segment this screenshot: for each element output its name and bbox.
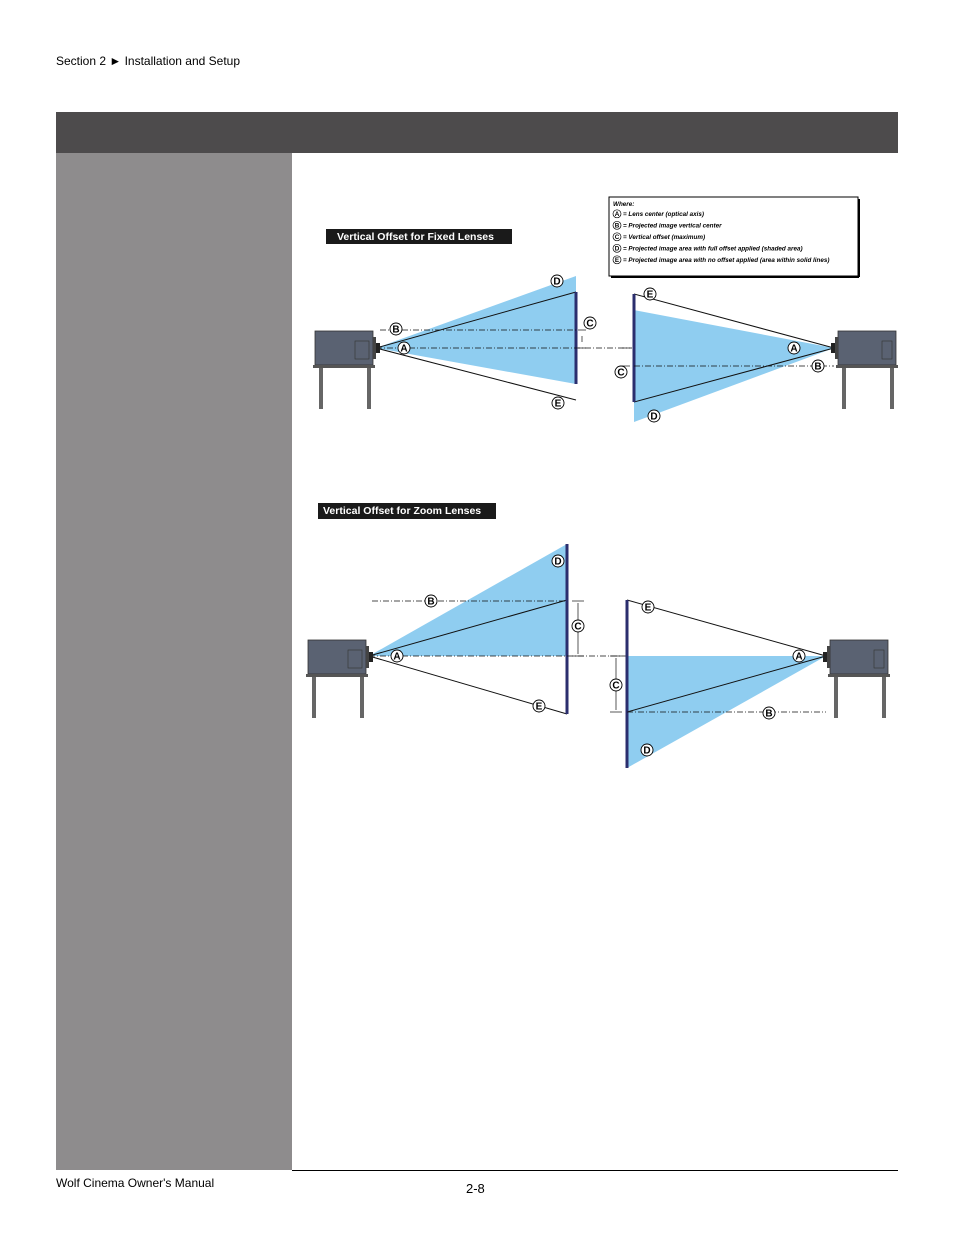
- legend-row: [613, 221, 722, 229]
- callout-letter: D: [553, 276, 561, 288]
- page-number: 2-8: [466, 1181, 485, 1196]
- callout-letter: D: [643, 745, 651, 757]
- legend-box: [609, 197, 859, 277]
- fixed-diagram-left: [313, 276, 632, 409]
- footer-manual-title: Wolf Cinema Owner's Manual: [56, 1176, 215, 1190]
- legend-key: A: [614, 211, 620, 218]
- callout-letter: B: [814, 361, 822, 373]
- callout-letter: A: [400, 343, 408, 355]
- fixed-lenses-title: Vertical Offset for Fixed Lenses: [337, 231, 494, 243]
- callout-letter: A: [790, 343, 798, 355]
- callout-letter: B: [392, 324, 400, 336]
- callout-e: [644, 288, 656, 301]
- callout-letter: D: [554, 556, 562, 568]
- callout-b: [425, 595, 437, 608]
- zoom-lenses-title: Vertical Offset for Zoom Lenses: [323, 505, 482, 517]
- legend-text: = Lens center (optical axis): [623, 211, 705, 218]
- callout-letter: B: [427, 596, 435, 608]
- callout-letter: B: [765, 708, 773, 720]
- callout-letter: C: [612, 680, 620, 692]
- callout-d: [552, 555, 564, 568]
- legend-text: = Projected image area with full offset applied (shaded area): [623, 245, 803, 253]
- footer-rule: [292, 1170, 898, 1171]
- callout-c: [615, 366, 627, 379]
- callout-letter: E: [554, 398, 562, 410]
- legend-heading: Where:: [613, 201, 635, 208]
- callout-b: [763, 707, 775, 720]
- callout-b: [812, 360, 824, 373]
- callout-a: [793, 650, 805, 663]
- callout-a: [788, 342, 800, 355]
- callout-d: [641, 744, 653, 757]
- section-header: Section 2 ► Installation and Setup: [56, 54, 240, 68]
- callout-c: [584, 317, 596, 330]
- callout-e: [642, 601, 654, 614]
- callout-letter: A: [795, 651, 803, 663]
- legend-key: C: [614, 234, 620, 241]
- legend-text: = Vertical offset (maximum): [623, 234, 706, 241]
- callout-letter: C: [617, 367, 625, 379]
- callout-letter: E: [535, 701, 543, 713]
- callout-c: [572, 620, 584, 633]
- callout-letter: A: [393, 651, 401, 663]
- callout-d: [648, 410, 660, 423]
- callout-a: [391, 650, 403, 663]
- fixed-diagram-right: [622, 294, 898, 422]
- legend-text: = Projected image vertical center: [623, 222, 722, 230]
- legend-row: [613, 244, 803, 252]
- callout-e: [533, 700, 545, 713]
- callout-letter: E: [644, 602, 652, 614]
- legend-key: B: [614, 222, 620, 230]
- zoom-diagram-right: [610, 600, 890, 768]
- callout-b: [390, 323, 402, 336]
- callout-letter: D: [650, 411, 658, 423]
- callout-d: [551, 275, 563, 288]
- legend-key: D: [614, 245, 620, 253]
- legend-row: [613, 233, 705, 241]
- callout-letter: E: [646, 289, 654, 301]
- callout-letter: C: [586, 318, 594, 330]
- legend-row: [613, 256, 830, 264]
- callout-a: [398, 342, 410, 355]
- legend-key: E: [614, 257, 620, 264]
- callout-e: [552, 397, 564, 410]
- callout-letter: C: [574, 621, 582, 633]
- legend-text: = Projected image area with no offset applied (area within solid lines): [623, 257, 830, 264]
- callout-c: [610, 679, 622, 692]
- legend-row: [613, 210, 704, 218]
